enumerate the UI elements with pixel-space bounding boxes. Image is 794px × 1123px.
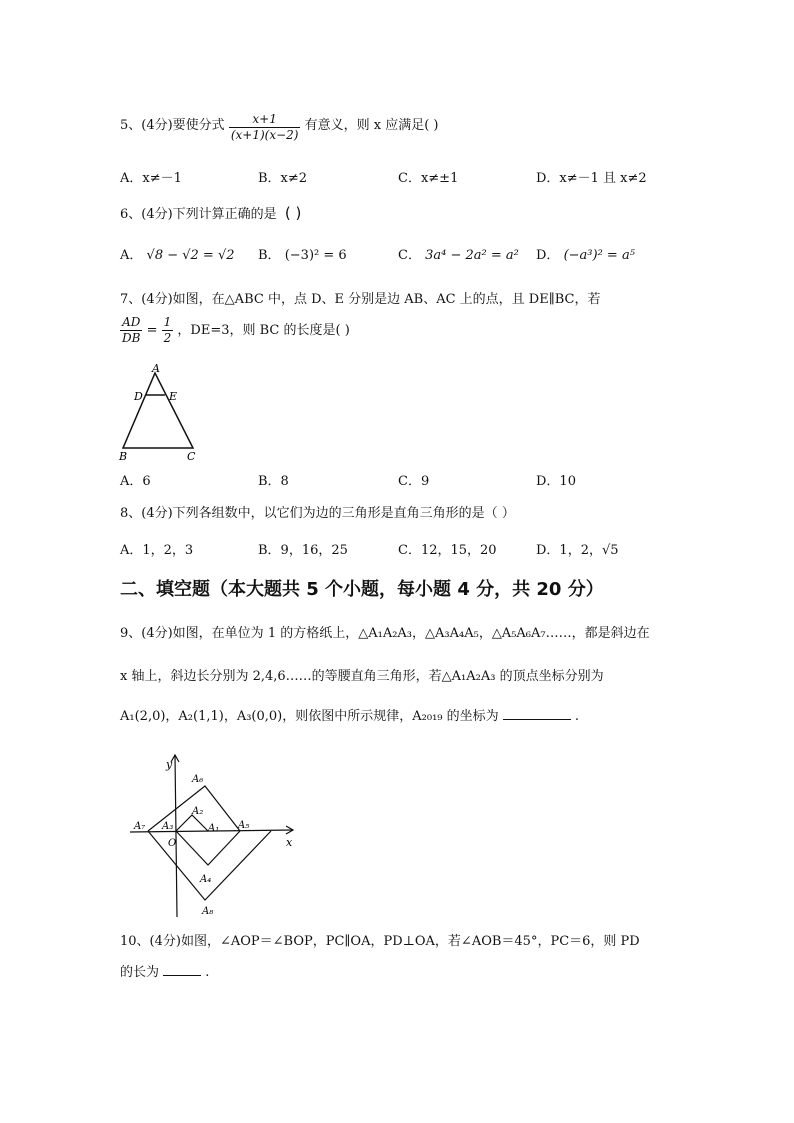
question-9-line-1: 9、(4分)如图，在单位为 1 的方格纸上，△A₁A₂A₃，△A₃A₄A₅，△A₅A₆A₇……，都是斜边在 (120, 626, 650, 641)
q8-option-c: C．12，15，20 (398, 543, 497, 558)
q7-equals: = (146, 323, 158, 338)
q7-option-d: D．10 (536, 474, 576, 489)
q8-option-a: A．1，2，3 (120, 543, 194, 558)
question-9-line-2: x 轴上，斜边长分别为 2,4,6……的等腰直角三角形，若△A₁A₂A₃ 的顶点坐标分别为 (120, 669, 604, 684)
question-9-line-3 (120, 705, 579, 724)
q7-ratio-numerator: AD (122, 315, 141, 329)
question-10-line-2 (120, 961, 209, 980)
q6-option-a-label: A． (120, 248, 143, 263)
q7-ratio-denominator: DB (122, 331, 141, 345)
q6-option-d (536, 244, 635, 263)
q9-coordinate-figure (128, 752, 308, 922)
section-2-title: 二、填空题（本大题共 5 个小题，每小题 4 分，共 20 分） (120, 579, 604, 600)
q7-option-c: C．9 (398, 474, 430, 489)
question-10-line-1: 10、(4分)如图，∠AOP＝∠BOP，PC∥OA，PD⊥OA，若∠AOB＝45°，PC＝6，则 PD (120, 934, 640, 949)
q7-option-a: A．6 (120, 474, 151, 489)
q8-option-d: D．1，2，√5 (536, 543, 619, 558)
q5-option-c: C．x≠±1 (398, 171, 459, 186)
q9-line-3-text: A₁(2,0)，A₂(1,1)，A₃(0,0)，则依图中所示规律，A₂₀₁₉ 的坐标为 (120, 709, 499, 724)
q5-tail: 有意义，则 x 应满足( ) (304, 118, 439, 133)
q6-option-b (258, 244, 347, 263)
y-axis (175, 755, 177, 917)
q7-triangle-figure (115, 362, 215, 462)
q5-fraction-numerator: x+1 (252, 112, 277, 126)
question-8: 8、(4分)下列各组数中，以它们为边的三角形是直角三角形的是（ ） (120, 506, 515, 521)
triangle-a7a8a9 (148, 831, 271, 900)
q7-tail: ，DE=3，则 BC 的长度是( ) (177, 323, 350, 338)
q5-option-a: A．x≠－1 (120, 171, 182, 186)
q10-answer-blank[interactable] (163, 975, 201, 976)
label-x: x (286, 836, 293, 849)
q10-line-2-end: . (205, 965, 210, 980)
label-a: A (152, 362, 160, 375)
q5-fraction (229, 112, 301, 143)
label-a3: A₃ (162, 821, 174, 832)
label-e: E (169, 390, 178, 403)
question-5 (120, 112, 438, 152)
label-a2: A₂ (192, 806, 204, 817)
q5-option-b: B．x≠2 (258, 171, 308, 186)
label-a6: A₆ (192, 774, 204, 785)
q7-half-denominator: 2 (163, 331, 172, 345)
label-a5: A₅ (238, 820, 250, 831)
q6-paren: ( ) (284, 204, 302, 222)
q6-option-a (120, 244, 235, 263)
triangle-abc (123, 373, 193, 448)
question-7-stem: 7、(4分)如图，在△ABC 中，点 D、E 分别是边 AB、AC 上的点，且 DE∥BC，若 (120, 292, 601, 307)
label-a8: A₈ (202, 906, 214, 917)
q7-half-numerator: 1 (163, 315, 172, 329)
q6-option-c-math: 3a⁴ − 2a² = a² (425, 248, 519, 263)
label-d: D (134, 390, 143, 403)
triangle-a1a2a3 (176, 815, 208, 831)
question-6 (120, 203, 301, 222)
question-7-condition (120, 315, 350, 346)
triangle-a3a4a5 (176, 831, 240, 865)
q10-line-2-text: 的长为 (120, 965, 160, 980)
q6-option-b-math: (−3)² = 6 (284, 248, 347, 263)
label-y: y (166, 758, 173, 771)
q6-option-c-label: C． (398, 248, 421, 263)
label-origin: O (168, 838, 177, 849)
q9-line-3-end: . (574, 709, 580, 724)
q7-half (162, 315, 174, 346)
q8-option-b: B．9，16，25 (258, 543, 348, 558)
label-b: B (119, 450, 128, 462)
q7-option-b: B．8 (258, 474, 289, 489)
q6-option-d-label: D． (536, 248, 560, 263)
q7-ratio (120, 315, 142, 346)
q5-stem: 5、(4分)要使分式 (120, 118, 225, 133)
q6-stem: 6、(4分)下列计算正确的是 (120, 207, 277, 222)
q9-answer-blank[interactable] (503, 719, 571, 720)
label-a1: A₁ (208, 823, 220, 834)
q6-option-a-math: √8 − √2 = √2 (146, 248, 235, 263)
label-a4: A₄ (200, 874, 212, 885)
label-c: C (187, 450, 196, 462)
q6-option-b-label: B． (258, 248, 281, 263)
q5-fraction-denominator: (x+1)(x−2) (230, 128, 299, 142)
q5-option-d: D．x≠－1 且 x≠2 (536, 171, 647, 186)
q6-option-d-math: (−a³)² = a⁵ (563, 248, 635, 263)
label-a7: A₇ (134, 821, 146, 832)
q6-option-c (398, 244, 519, 263)
